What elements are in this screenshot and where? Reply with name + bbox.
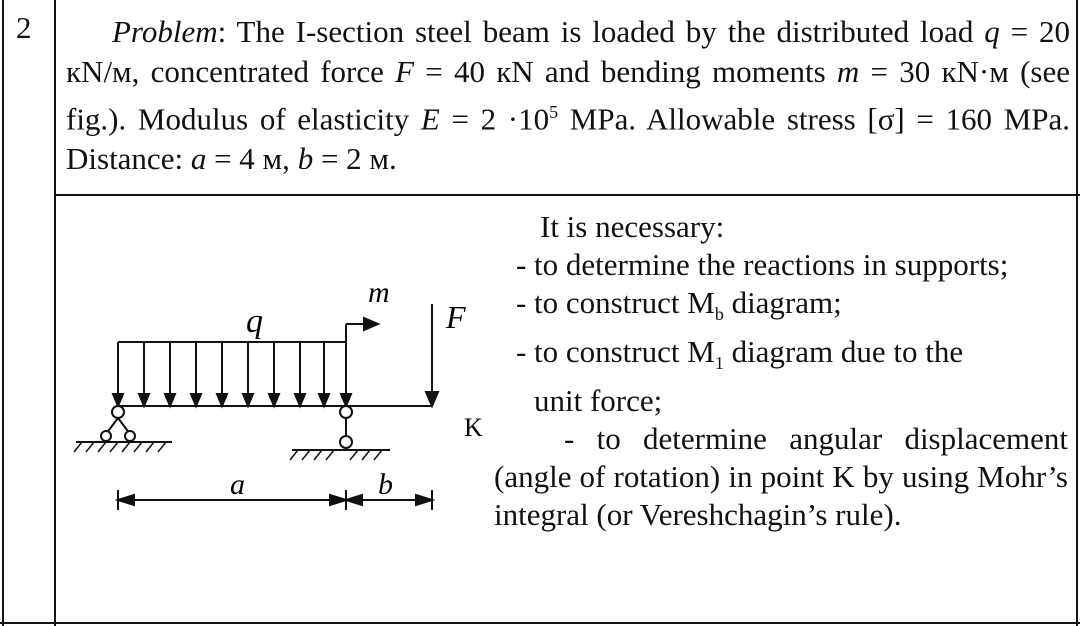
problem-text: = 2 ·10 (439, 101, 550, 137)
label-b: b (378, 468, 393, 501)
problem-paragraph (66, 12, 1070, 179)
symbol-m: m (836, 54, 860, 89)
label-a: a (230, 468, 245, 501)
table-border-bottom (0, 622, 1080, 624)
task-item (494, 333, 1068, 382)
symbol-b: b (297, 141, 314, 177)
task-item-text: to determine the reactions in supports; (534, 247, 1009, 282)
problem-text: = 20 кN/м, concentrated force (66, 14, 1071, 89)
subscript: b (714, 304, 724, 325)
task-list (494, 208, 1068, 534)
problem-statement (66, 12, 1070, 179)
task-item-text: to construct M (534, 285, 715, 320)
task-item-text: diagram; (723, 285, 842, 320)
beam-diagram (60, 260, 500, 530)
table-border-left (2, 0, 4, 626)
symbol-a: a (190, 141, 207, 177)
label-q: q (246, 303, 263, 340)
table-border-right (1076, 0, 1078, 626)
problem-text: = 4 м, (206, 141, 298, 177)
task-item-last (494, 420, 1068, 534)
subscript: 1 (714, 353, 724, 374)
row-divider (54, 194, 1080, 196)
symbol-F: F (395, 54, 415, 89)
symbol-q: q (984, 14, 1000, 49)
dash: - (516, 334, 527, 370)
table-column-divider (54, 0, 56, 626)
label-m: m (368, 276, 390, 309)
problem-text: MPa. Allowable stress [σ] = 160 MPa. Distance: (66, 101, 1071, 177)
dash: - (516, 285, 527, 320)
task-item (494, 246, 1068, 284)
task-item-text: - to determine angular displacement (angle of rotation) in point K by using Mohr’s integral (or Vereshchagin’s rule). (494, 421, 1068, 533)
dash: - (516, 247, 527, 282)
symbol-E: E (420, 101, 440, 137)
problem-text: : The I-section steel beam is loaded by the distributed load (217, 14, 985, 49)
problem-lead: Problem (112, 14, 218, 49)
distributed-load-arrows (113, 342, 351, 406)
task-item (494, 284, 1068, 333)
moment-arrow (346, 318, 378, 342)
label-K: K (464, 413, 483, 442)
problem-text: = 30 кN·м (see fig.). Modulus of elasticity (66, 54, 1070, 137)
label-F: F (446, 299, 466, 335)
task-item-continuation: unit force; (534, 383, 663, 419)
problem-text: = 40 кN and bending moments (414, 54, 837, 89)
exponent: 5 (549, 102, 559, 122)
force-arrow (426, 304, 438, 406)
middle-support (290, 406, 390, 460)
problem-text: = 2 м. (313, 141, 397, 177)
left-support (74, 406, 172, 452)
task-heading: It is necessary: (540, 209, 725, 244)
task-item-text: diagram due to the (723, 334, 964, 370)
row-number: 2 (16, 10, 32, 45)
task-item-text: to construct M (534, 334, 715, 370)
